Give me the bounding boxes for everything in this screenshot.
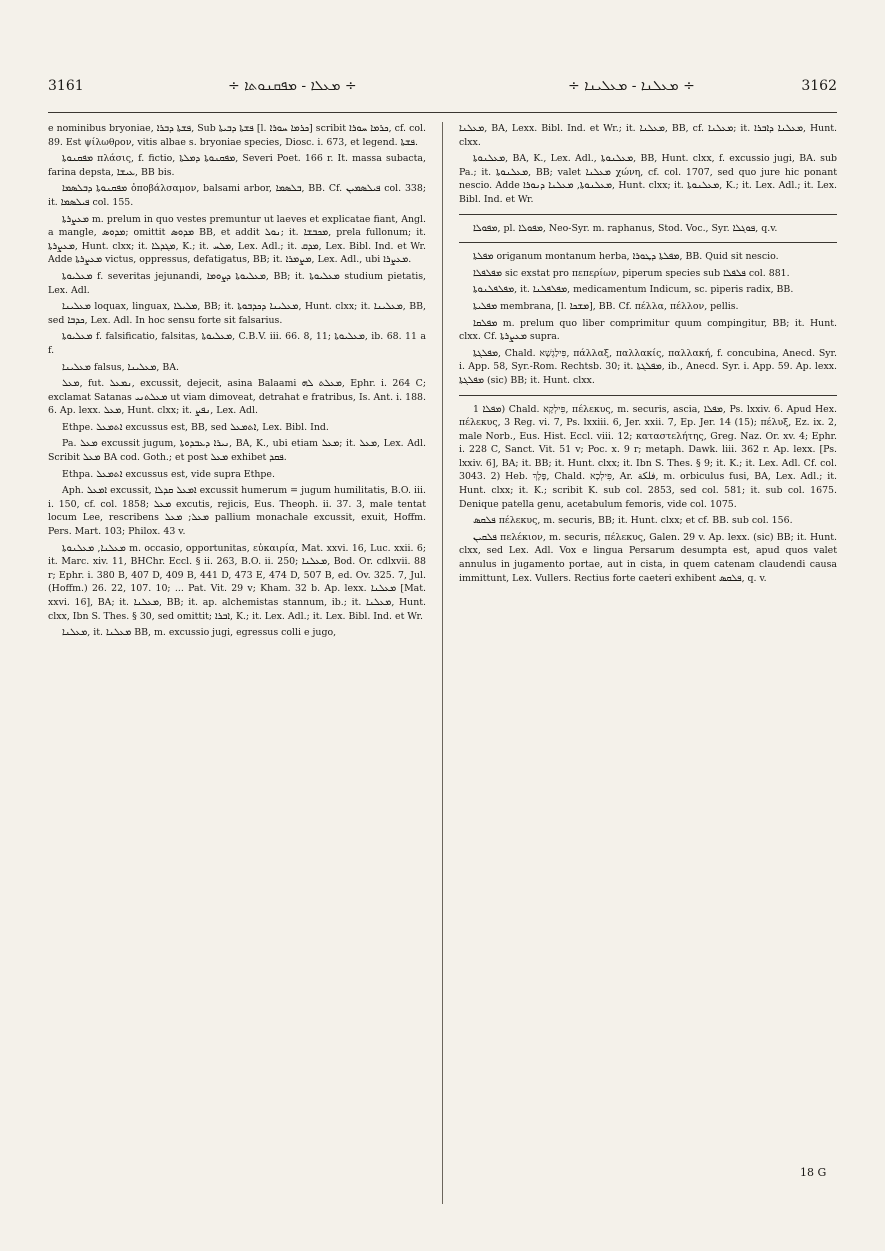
column-divider (442, 122, 443, 1204)
left-running-head: ÷ ܡܥܠܐ - ܡܦܩܢܘܬܐ ÷ (228, 78, 357, 94)
dictionary-entry: ܡܥܠܝܘܬܐ f. severitas jejunandi, ܡܥܠܝܘܬܐ ܕܨܘܡܐ, BB; it. ܡܥܠܝܘܬܐ studium pietatis, Lex. Adl. (48, 270, 426, 296)
dictionary-entry: ܡܦܠܝܬܐ membrana, [l. ܡܫܟܐ], BB. Cf. πέλλα, πέλλον, pellis. (473, 300, 739, 312)
dictionary-entry: Aph. ܐܡܥܠ excussit, ܐܡܥܠ ܩܕܠܐ excussit humerum = jugum humilitatis, B.O. iii. i. 150, cf. col. 1858; ܡܥܠ excutis, rejicis, Eus. Theoph. ii. 37. 3, male tentat locum Lee, rescribens ܡܥܠ; ܡܥܠ pallium monachale excussit, exuit, Hoffm. Pers. Mart. 103; Philox. 43 v. (48, 485, 426, 538)
right-page-number: 3162 (801, 78, 837, 94)
dictionary-entry: Ethpe. ܐܬܡܥܠ excussus est, BB, sed ܐܬܡܥܠ, Lex. Bibl. Ind. (62, 421, 329, 433)
dictionary-entry: e nominibus bryoniae, ܦܫܬܐ ܕܒܪܐ, Sub ܦܫܬܐ ܕܒܝܬܐ [l. ܟܪܡܐ ܚܘܪܐ] scribit ܟܪܡܐ ܚܘܪܐ, cf. col. 89. Est ψίλωθρον, vitis albae s. bryoniae species, Diosc. i. 673, et legend. ܦܫܬܐ. (48, 123, 426, 148)
dictionary-entry: ܡܥܠܝܢܐ loquax, linguax, ܡܠܝܠܐ, BB; it. ܡܥܠܝܢܐ ܕܟܕܒܘܬܐ, Hunt. clxx; it. ܡܥܠܝܢܐ, BB, sed ܟܕܒܐ, Lex. Adl. In hoc sensu forte sit falsarius. (48, 301, 426, 326)
dictionary-entry: Ethpa. ܐܬܡܥܠ excussus est, vide supra Ethpe. (62, 468, 275, 480)
dictionary-entry: ܡܥܠ, fut. ܢܡܥܠ, excussit, dejecit, asina Balaami ܡܥܠܬ ܠܗ, Ephr. i. 264 C; exclamat Satanas ܡܥܠܬܢܝ ut viam dimoveat, detrahat e fratribus, Is. Ant. i. 188. 6. Ap. lexx. ܡܥܠ, Hunt. clxx; it. ܢܦܨ, Lex. Adl. (48, 378, 426, 417)
dictionary-entry: ܡܦܠܦܠܢܘܬܐ, it. ܡܦܠܦܠܢܐ, medicamentum Indicum, sc. piperis radix, BB. (473, 284, 794, 296)
dictionary-entry: ܡܦܠܓܬܐ, Chald. פִּילַגְשָׁא, πάλλαξ, παλλακίς, παλλακή, f. concubina, Anecd. Syr. i. App. 58, Syr.-Rom. Rechtsb. 30; it. ܡܦܠܓܬܐ, ib., Anecd. Syr. i. App. 59. Ap. lexx. ܡܦܠܓܬܐ (sic) BB; it. Hunt. clxx. (459, 347, 837, 386)
dictionary-entry: ܡܥܠܝܢܐ falsus, ܡܥܠܝܢܐ, BA. (62, 361, 180, 373)
entry-separator (459, 242, 837, 243)
left-page-number: 3161 (48, 78, 84, 94)
entry-separator (459, 214, 837, 215)
dictionary-entry: ܡܥܨܪܬܐ m. prelum in quo vestes premuntur ut laeves et explicatae fiant, Angl. a mangle, ܡܕܘܣ; omittit ܡܕܘܣ BB, et addit ܢܘܠ; it. ܡܟܒܫܐ, prela fullonum; it. ܡܥܨܪܬܐ, Hunt. clxx; it. ܡܓܕܠܐ, K.; it. ܡܠܚ, Lex. Adl.; it. ܡܕܩ, Lex. Bibl. Ind. et Wr. Adde ܡܥܨܪܬܐ victus, oppressus, defatigatus, BB; it. ܡܨܡܪܐ, Lex. Adl., ubi ܡܥܨܪܐ. (48, 213, 426, 266)
header-rule (48, 112, 837, 113)
dictionary-entry: ܡܦܩܢܘܬܐ πλάσις, f. fictio, ܡܦܩܢܘܬܐ ܕܡܠܬܐ, Severi Poet. 166 r. It. massa subacta, farina depsta, ܥܝܫܐ, BB bis. (48, 153, 426, 178)
right-column (459, 122, 837, 1222)
right-running-head: ÷ ܡܥܠܢܐ - ܡܥܠܝܢܐ ÷ (568, 78, 695, 94)
dictionary-entry: ܡܦܠܐ 1) Chald. פִּילְקָא, πέλεκυς, m. securis, ascia, ܡܦܠܐ, Ps. lxxiv. 6. Apud Hex. πέλεκυς, 3 Reg. vi. 7, Ps. lxxiii. 6, Jer. xxii. 7, Ep. Jer. 14 (15); πέλυξ, Ez. ix. 2, male Norb., Eus. Hist. Eccl. viii. 12; καταστελήτης, Greg. Naz. Or. xv. 4; Ephr. i. 228 C, Sanct. Vit. 51 v; Poc. x. 9 r; metaph. Dawk. liii. 362 r. Ap. lexx. [Ps. lxxiv. 6], BA; it. BB; it. Hunt. clxx; it. Ibn S. Thes. § 9; it. K.; it. Lex. Adl. Cf. col. 3043. 2) Heb. פֶּלֶךְ, Chald. פִּילְכָא, Ar. فلكة, m. orbiculus fusi, BA, Lex. Adl.; it. Hunt. clxx; it. K.; scribit K. sub col. 2853, sed col. 581; it. sub col. 1675. Denique patella genu, acetabulum femoris, vide col. 1075. (459, 403, 837, 510)
dictionary-entry: ܡܦܩܢܘܬܐ ܕܒܠܣܡܐ ὀποβάλσαμον, balsami arbor, ܒܠܣܡܐ, BB. Cf. ܦܝܠܣܡܝܢ col. 338; it. ܦܝܠܣܡܐ col. 155. (48, 183, 426, 208)
left-column (48, 122, 426, 1222)
dictionary-entry: ܡܦܘܠܐ, pl. ܡܦܘܠܐ, Neo-Syr. m. raphanus, Stod. Voc., Syr. ܦܘܓܠܐ, q.v. (473, 222, 778, 234)
dictionary-entry: ܡܥܠܢܐ, ܡܥܠܢܘܬܐ m. occasio, opportunitas, εὐκαιρία, Mat. xxvi. 16, Luc. xxii. 6; it. Marc. xiv. 11, BHChr. Eccl. § ii. 263, B.O. ii. 250; ܡܥܠܢܐ, Bod. Or. cdlxvii. 88 r; Ephr. i. 380 B, 407 D, 409 B, 441 D, 473 E, 474 D, 507 B, ed. Ov. 325. 7, Jul. (Hoffm.) 26. 22, 107. 10; ... Pat. Vit. 29 v; Kham. 32 b. Ap. lexx. ܡܥܠܢܐ [Mat. xxvi. 16], BA; it. ܡܥܠܢܐ, BB; it. ap. alchemistas stannum, ib.; it. ܡܥܠܢܐ, Hunt. clxx, Ibn S. Thes. § 30, sed omittit; ܐܒܪܐ, K.; it. Lex. Adl.; it. Lex. Bibl. Ind. et Wr. (48, 542, 426, 622)
running-header (48, 78, 837, 102)
dictionary-entry: ܡܥܠܢܐ, BA, Lexx. Bibl. Ind. et Wr.; it. ܡܥܠܢܐ, BB, cf. ܡܥܠܢܐ; it. ܡܥܠܢܐ ܕܐܒܪܐ, Hunt. clxx. (459, 123, 837, 148)
dictionary-entry: ܡܥܠܢܘܬܐ, BA, K., Lex. Adl., ܡܥܠܢܘܬܐ, BB, Hunt. clxx, f. excussio jugi, BA. sub Pa.; it. ܡܥܠܢܘܬܐ, BB; valet ܡܥܠܢܐ χώνη, cf. col. 1707, sed quo jure hic ponant nescio. Adde ܡܥܠܢܘܬܐ, ܡܥܠܢܐ ܕܢܘܪܐ, Hunt. clxx; it. ܡܥܠܢܘܬܐ, K.; it. Lex. Adl.; it. Lex. Bibl. Ind. et Wr. (459, 153, 837, 205)
dictionary-entry: ܡܦܠܩܐ m. prelum quo liber comprimitur quum compingitur, BB; it. Hunt. clxx. Cf. ܡܥܨܪܬܐ supra. (459, 317, 837, 343)
entry-separator (459, 395, 837, 396)
dictionary-entry: Pa. ܡܥܠ excussit jugum, ܢܝܪܐ ܕܥܒܕܘܬܐ, BA, K., ubi etiam ܡܥܠ; it. ܡܥܠ, Lex. Adl. Scribit ܡܥܠ BA cod. Goth.; et post ܡܥܠ exhibet ܦܩܕ. (48, 438, 426, 464)
dictionary-entry: ܡܥܠܝܘܬܐ f. falsificatio, falsitas, ܡܥܠܝܘܬܐ, C.B.V. iii. 66. 8, 11; ܡܥܠܝܘܬܐ, ib. 68. 11 a f. (48, 331, 426, 356)
dictionary-entry: ܦܠܩܣ πέλεκυς, m. securis, BB; it. Hunt. clxx; et cf. BB. sub col. 156. (473, 515, 793, 527)
dictionary-entry: ܦܠܩܝܢ πελέκιον, m. securis, πέλεκυς, Galen. 29 v. Ap. lexx. (sic) BB; it. Hunt. clxx, sed Lex. Adl. Vox e lingua Persarum desumpta est, apud quos valet annulus in jugamento portae, aut in cista, in quem catenam claudendi causa immittunt, Lex. Vullers. Rectius forte caeteri exhibent ܦܠܩܣ, q. v. (459, 531, 837, 584)
dictionary-entry: ܡܥܠܢܐ, it. ܡܥܠܢܐ BB, m. excussio jugi, egressus colli e jugo, (62, 627, 337, 639)
dictionary-entry: ܡܦܠܦܠܐ sic exstat pro πεπερίων, piperum species sub ܦܠܦܠܐ col. 881. (473, 267, 790, 279)
dictionary-entry: ܡܦܠܬܐ origanum montanum herba, ܡܦܠܬܐ ܕܛܘܪܐ, BB. Quid sit nescio. (473, 251, 779, 263)
signature-mark: 18 G (800, 1166, 827, 1179)
